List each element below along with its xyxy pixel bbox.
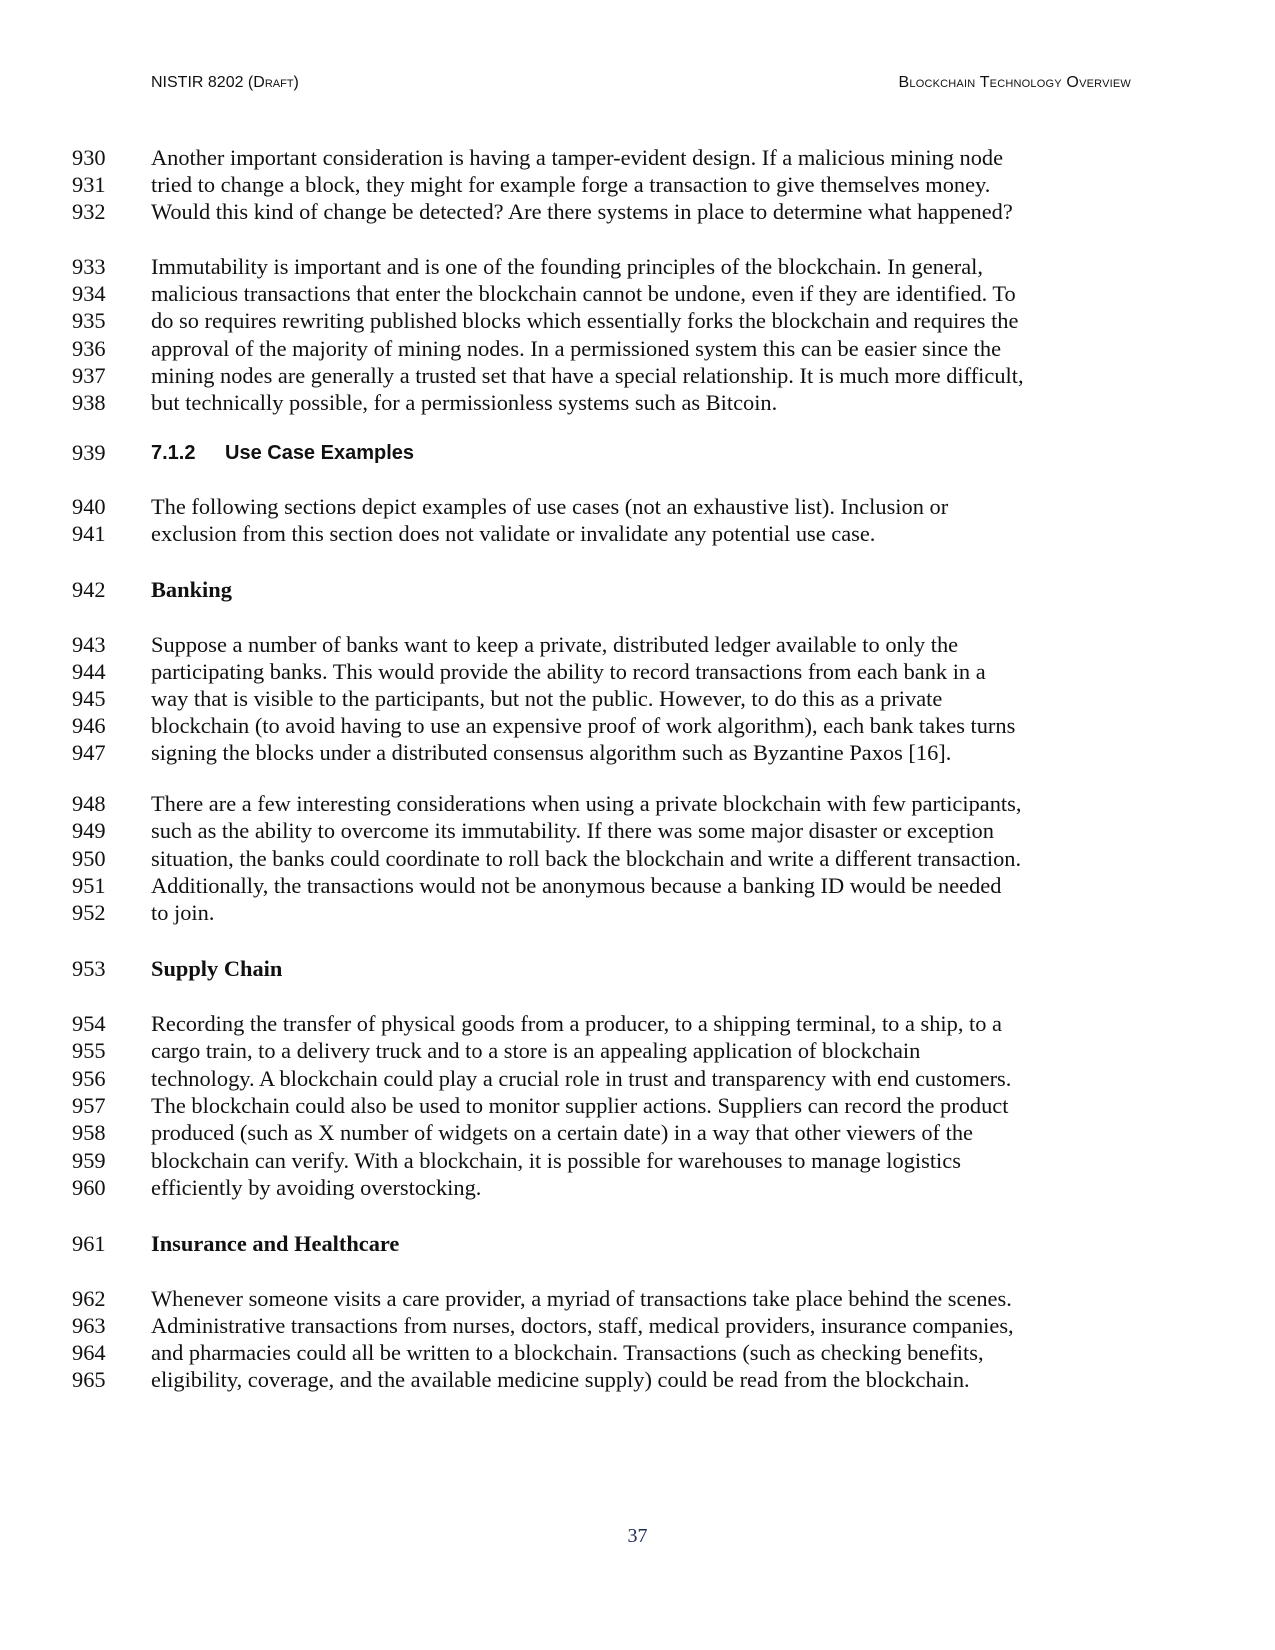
line-number: 940 (72, 494, 106, 519)
subsection-heading (0, 1231, 1275, 1259)
line-number: 945 (72, 686, 106, 711)
heading-text: Banking (151, 577, 232, 602)
text-line (0, 818, 1275, 846)
text-line (0, 336, 1275, 364)
line-text: and pharmacies could all be written to a blockchain. Transactions (such as checking benefits, (151, 1340, 984, 1365)
text-line (0, 1038, 1275, 1066)
line-number: 958 (72, 1120, 106, 1145)
section-heading (0, 440, 1275, 468)
line-text: way that is visible to the participants, but not the public. However, to do this as a private (151, 686, 943, 711)
line-number: 930 (72, 145, 106, 170)
heading-text: Insurance and Healthcare (151, 1231, 400, 1256)
text-line (0, 1148, 1275, 1176)
line-number: 937 (72, 363, 106, 388)
text-line (0, 308, 1275, 336)
line-text: The following sections depict examples of use cases (not an exhaustive list). Inclusion or (151, 494, 949, 519)
line-number: 943 (72, 632, 106, 657)
line-number: 934 (72, 281, 106, 306)
text-line (0, 1367, 1275, 1395)
report-id: NISTIR 8202 (Draft) (151, 74, 299, 91)
line-number: 950 (72, 846, 106, 871)
text-line (0, 363, 1275, 391)
text-line (0, 494, 1275, 522)
text-line (0, 873, 1275, 901)
text-line (0, 1011, 1275, 1039)
line-number: 956 (72, 1066, 106, 1091)
line-number: 957 (72, 1093, 106, 1118)
line-number: 951 (72, 873, 106, 898)
line-number: 946 (72, 713, 106, 738)
text-line (0, 172, 1275, 200)
line-text: Additionally, the transactions would not be anonymous because a banking ID would be needed (151, 873, 1002, 898)
text-line (0, 740, 1275, 768)
line-text: Suppose a number of banks want to keep a private, distributed ledger available to only the (151, 632, 959, 657)
text-line (0, 390, 1275, 418)
line-number: 938 (72, 390, 106, 415)
text-line (0, 1175, 1275, 1203)
line-text: Immutability is important and is one of the founding principles of the blockchain. In general, (151, 254, 983, 279)
text-line (0, 145, 1275, 173)
line-number: 960 (72, 1175, 106, 1200)
line-text: to join. (151, 900, 215, 925)
text-line (0, 1286, 1275, 1314)
line-number: 932 (72, 199, 106, 224)
line-text: approval of the majority of mining nodes. In a permissioned system this can be easier since the (151, 336, 1002, 361)
subsection-heading (0, 577, 1275, 605)
line-number: 954 (72, 1011, 106, 1036)
line-number: 963 (72, 1313, 106, 1338)
text-line (0, 1066, 1275, 1094)
line-text: Whenever someone visits a care provider, a myriad of transactions take place behind the scenes. (151, 1286, 1012, 1311)
line-text: mining nodes are generally a trusted set that have a special relationship. It is much more difficult, (151, 363, 1024, 388)
line-number: 962 (72, 1286, 106, 1311)
line-text: technology. A blockchain could play a crucial role in trust and transparency with end customers. (151, 1066, 1012, 1091)
text-line (0, 281, 1275, 309)
line-number: 949 (72, 818, 106, 843)
line-text: tried to change a block, they might for example forge a transaction to give themselves money. (151, 172, 991, 197)
line-number: 939 (72, 440, 106, 465)
page-number: 37 (627, 1525, 648, 1547)
line-number: 948 (72, 791, 106, 816)
line-text: cargo train, to a delivery truck and to a store is an appealing application of blockchain (151, 1038, 921, 1063)
text-line (0, 199, 1275, 227)
line-number: 936 (72, 336, 106, 361)
line-number: 953 (72, 956, 106, 981)
line-text: Another important consideration is having a tamper-evident design. If a malicious mining node (151, 145, 1004, 170)
text-line (0, 791, 1275, 819)
line-text: participating banks. This would provide the ability to record transactions from each bank in a (151, 659, 986, 684)
line-number: 942 (72, 577, 106, 602)
text-line (0, 1340, 1275, 1368)
line-text: Would this kind of change be detected? Are there systems in place to determine what happened? (151, 199, 1013, 224)
line-number: 933 (72, 254, 106, 279)
line-text: produced (such as X number of widgets on a certain date) in a way that other viewers of the (151, 1120, 973, 1145)
line-text: blockchain (to avoid having to use an expensive proof of work algorithm), each bank takes turns (151, 713, 1016, 738)
line-number: 961 (72, 1231, 106, 1256)
line-text: do so requires rewriting published blocks which essentially forks the blockchain and requires the (151, 308, 1019, 333)
text-line (0, 1093, 1275, 1121)
subsection-heading (0, 956, 1275, 984)
text-line (0, 900, 1275, 928)
line-number: 935 (72, 308, 106, 333)
running-header (151, 74, 1131, 98)
document-title: Blockchain Technology Overview (898, 74, 1131, 91)
section-title: Use Case Examples (225, 442, 415, 464)
line-number: 955 (72, 1038, 106, 1063)
text-line (0, 686, 1275, 714)
text-line (0, 713, 1275, 741)
line-number: 964 (72, 1340, 106, 1365)
text-line (0, 1313, 1275, 1341)
line-text: There are a few interesting considerations when using a private blockchain with few participants, (151, 791, 1022, 816)
text-line (0, 1120, 1275, 1148)
section-number: 7.1.2 (151, 442, 196, 464)
line-text: blockchain can verify. With a blockchain, it is possible for warehouses to manage logistics (151, 1148, 961, 1173)
line-text: eligibility, coverage, and the available medicine supply) could be read from the blockchain. (151, 1367, 970, 1392)
text-line (0, 846, 1275, 874)
line-number: 931 (72, 172, 106, 197)
line-text: efficiently by avoiding overstocking. (151, 1175, 482, 1200)
line-number: 965 (72, 1367, 106, 1392)
text-line (0, 659, 1275, 687)
line-number: 947 (72, 740, 106, 765)
line-text: situation, the banks could coordinate to roll back the blockchain and write a different transaction. (151, 846, 1022, 871)
line-text: malicious transactions that enter the blockchain cannot be undone, even if they are identified. To (151, 281, 1016, 306)
line-text: Administrative transactions from nurses, doctors, staff, medical providers, insurance companies, (151, 1313, 1014, 1338)
line-number: 952 (72, 900, 106, 925)
text-line (0, 632, 1275, 660)
line-text: Recording the transfer of physical goods from a producer, to a shipping terminal, to a ship, to a (151, 1011, 1002, 1036)
text-line (0, 521, 1275, 549)
line-text: but technically possible, for a permissionless systems such as Bitcoin. (151, 390, 778, 415)
line-number: 959 (72, 1148, 106, 1173)
heading-text: Supply Chain (151, 956, 283, 981)
line-text: signing the blocks under a distributed consensus algorithm such as Byzantine Paxos [16]. (151, 740, 952, 765)
line-text: exclusion from this section does not validate or invalidate any potential use case. (151, 521, 876, 546)
line-number: 941 (72, 521, 106, 546)
line-text: such as the ability to overcome its immutability. If there was some major disaster or exception (151, 818, 994, 843)
line-number: 944 (72, 659, 106, 684)
line-text: The blockchain could also be used to monitor supplier actions. Suppliers can record the product (151, 1093, 1009, 1118)
text-line (0, 254, 1275, 282)
